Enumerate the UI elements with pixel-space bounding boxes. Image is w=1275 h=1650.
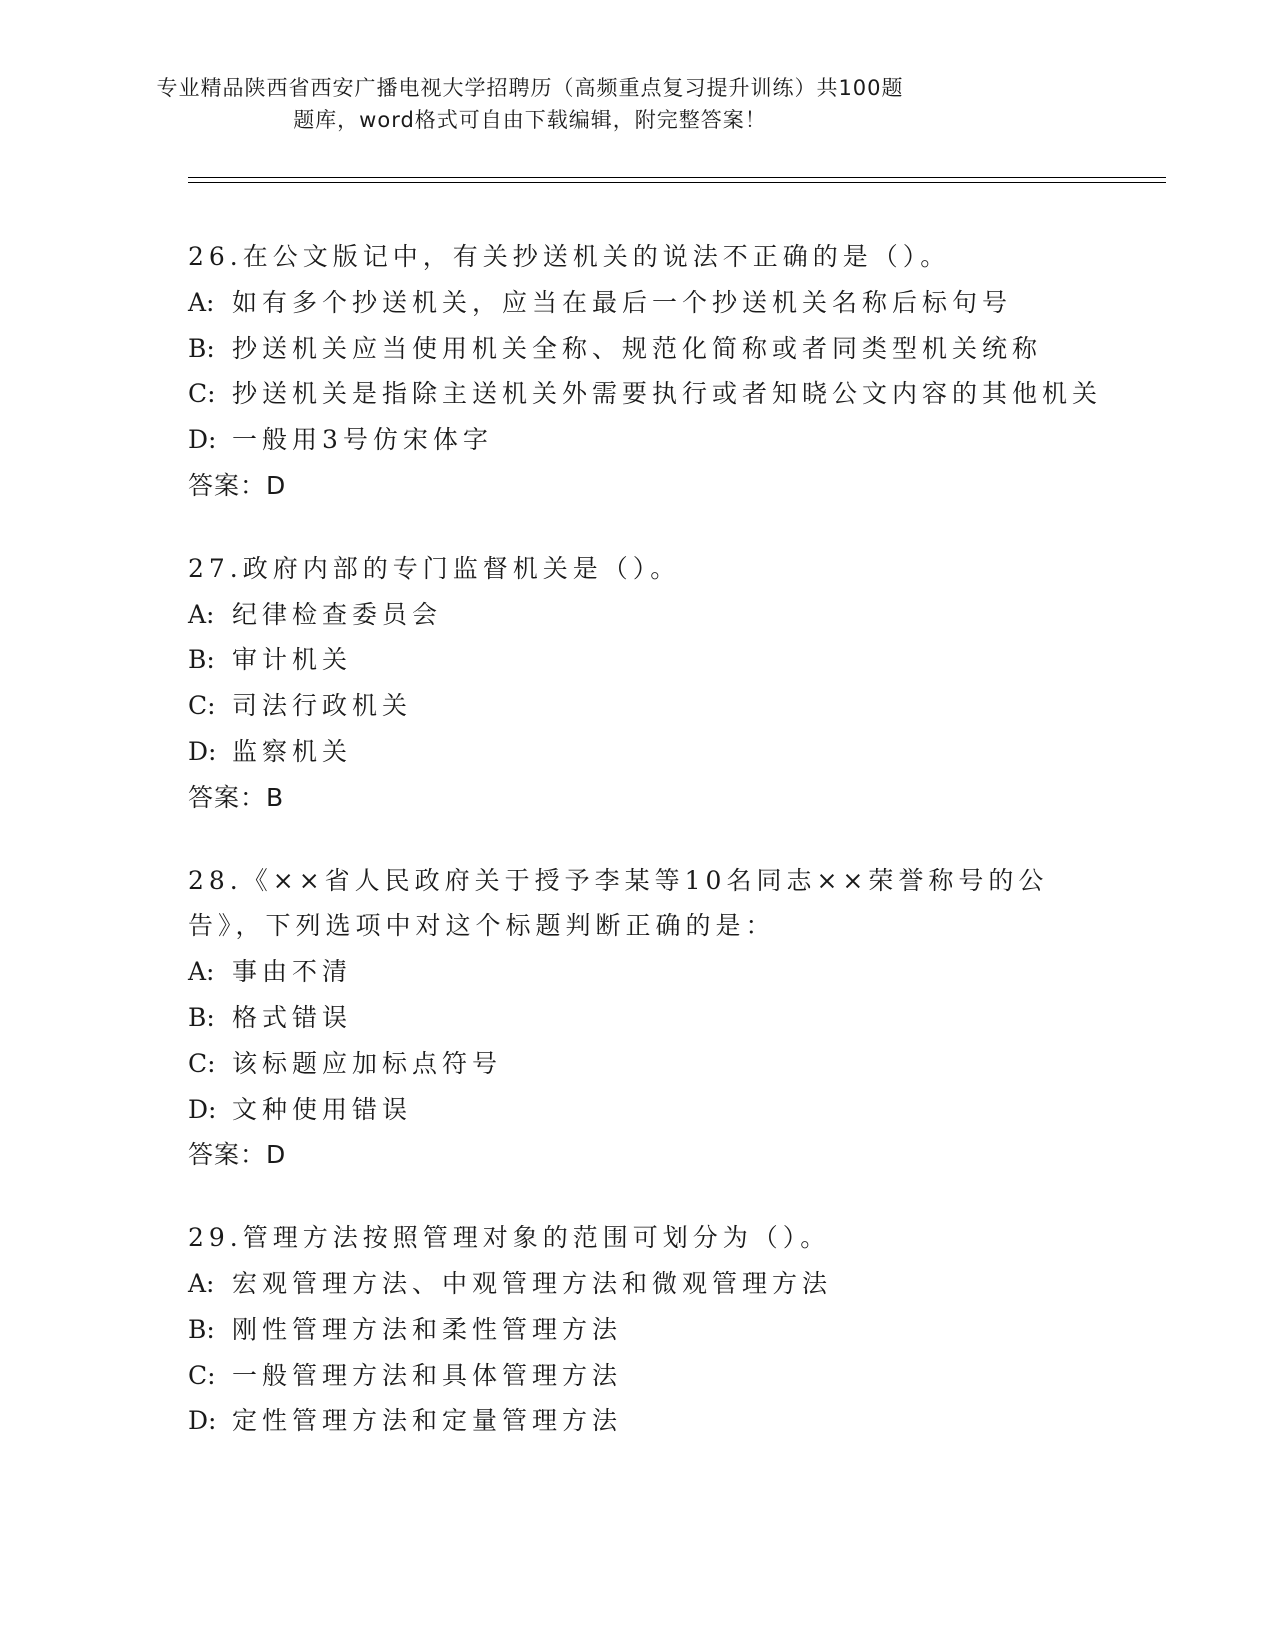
answer-line: 答案：B <box>188 782 285 812</box>
option-text: 一般管理方法和具体管理方法 <box>232 1360 623 1390</box>
option-b <box>188 326 1168 372</box>
question-stem: 28.《××省人民政府关于授予李某等10名同志××荣誉称号的公告》，下列选项中对这个标题判断正确的是： <box>188 865 1049 941</box>
option-c <box>188 371 1168 417</box>
option-text: 抄送机关是指除主送机关外需要执行或者知晓公文内容的其他机关 <box>232 379 1103 409</box>
option-letter: D: <box>188 736 217 766</box>
option-b <box>188 637 1168 683</box>
question-28 <box>188 858 1168 1179</box>
header-divider-top <box>188 177 1166 178</box>
option-text: 抄送机关应当使用机关全称、规范化简称或者同类型机关统称 <box>232 333 1043 363</box>
option-d <box>188 729 1168 775</box>
option-letter: A: <box>188 1268 215 1298</box>
option-d <box>188 417 1168 463</box>
option-text: 定性管理方法和定量管理方法 <box>232 1406 623 1436</box>
option-text: 司法行政机关 <box>232 691 413 721</box>
option-letter: A: <box>188 287 215 317</box>
header-title-line-1: 专业精品陕西省西安广播电视大学招聘历（高频重点复习提升训练）共100题 <box>156 76 904 100</box>
question-list <box>188 234 1168 1481</box>
answer-line: 答案：D <box>188 1140 287 1170</box>
option-letter: B: <box>188 645 215 675</box>
option-letter: A: <box>188 599 215 629</box>
question-27 <box>188 546 1168 821</box>
question-26 <box>188 234 1168 509</box>
option-text: 宏观管理方法、中观管理方法和微观管理方法 <box>232 1268 833 1298</box>
question-29 <box>188 1215 1168 1444</box>
question-stem: 29.管理方法按照管理对象的范围可划分为（）。 <box>188 1223 831 1253</box>
option-text: 该标题应加标点符号 <box>232 1048 503 1078</box>
option-text: 如有多个抄送机关，应当在最后一个抄送机关名称后标句号 <box>232 287 1013 317</box>
option-text: 刚性管理方法和柔性管理方法 <box>232 1314 623 1344</box>
option-letter: A: <box>188 957 215 987</box>
option-text: 文种使用错误 <box>232 1094 413 1124</box>
option-letter: C: <box>188 1360 216 1390</box>
option-letter: C: <box>188 1048 216 1078</box>
option-text: 审计机关 <box>232 645 353 675</box>
option-a <box>188 1261 1168 1307</box>
option-d <box>188 1398 1168 1444</box>
option-letter: B: <box>188 1314 215 1344</box>
question-stem: 26.在公文版记中，有关抄送机关的说法不正确的是（）。 <box>188 242 951 271</box>
option-c <box>188 1041 1168 1087</box>
option-text: 监察机关 <box>232 736 353 766</box>
option-letter: D: <box>188 425 217 455</box>
option-c <box>188 1353 1168 1399</box>
option-letter: C: <box>188 379 216 409</box>
header-divider-bottom <box>188 182 1166 183</box>
option-letter: C: <box>188 691 216 721</box>
document-header <box>0 72 1060 136</box>
header-title-line-2: 题库，word格式可自由下载编辑，附完整答案！ <box>293 108 767 132</box>
option-a <box>188 949 1168 995</box>
option-text: 事由不清 <box>232 957 353 987</box>
option-letter: D: <box>188 1406 217 1436</box>
question-stem: 27.政府内部的专门监督机关是（）。 <box>188 553 681 583</box>
option-letter: D: <box>188 1094 217 1124</box>
option-text: 纪律检查委员会 <box>232 599 443 629</box>
option-text: 格式错误 <box>232 1002 353 1032</box>
option-d <box>188 1087 1168 1133</box>
option-letter: B: <box>188 333 215 363</box>
answer-line: 答案：D <box>188 470 287 500</box>
option-letter: B: <box>188 1002 215 1032</box>
option-a <box>188 280 1168 326</box>
option-a <box>188 592 1168 638</box>
option-b <box>188 1307 1168 1353</box>
option-c <box>188 683 1168 729</box>
option-b <box>188 995 1168 1041</box>
option-text: 一般用3号仿宋体字 <box>232 425 493 455</box>
